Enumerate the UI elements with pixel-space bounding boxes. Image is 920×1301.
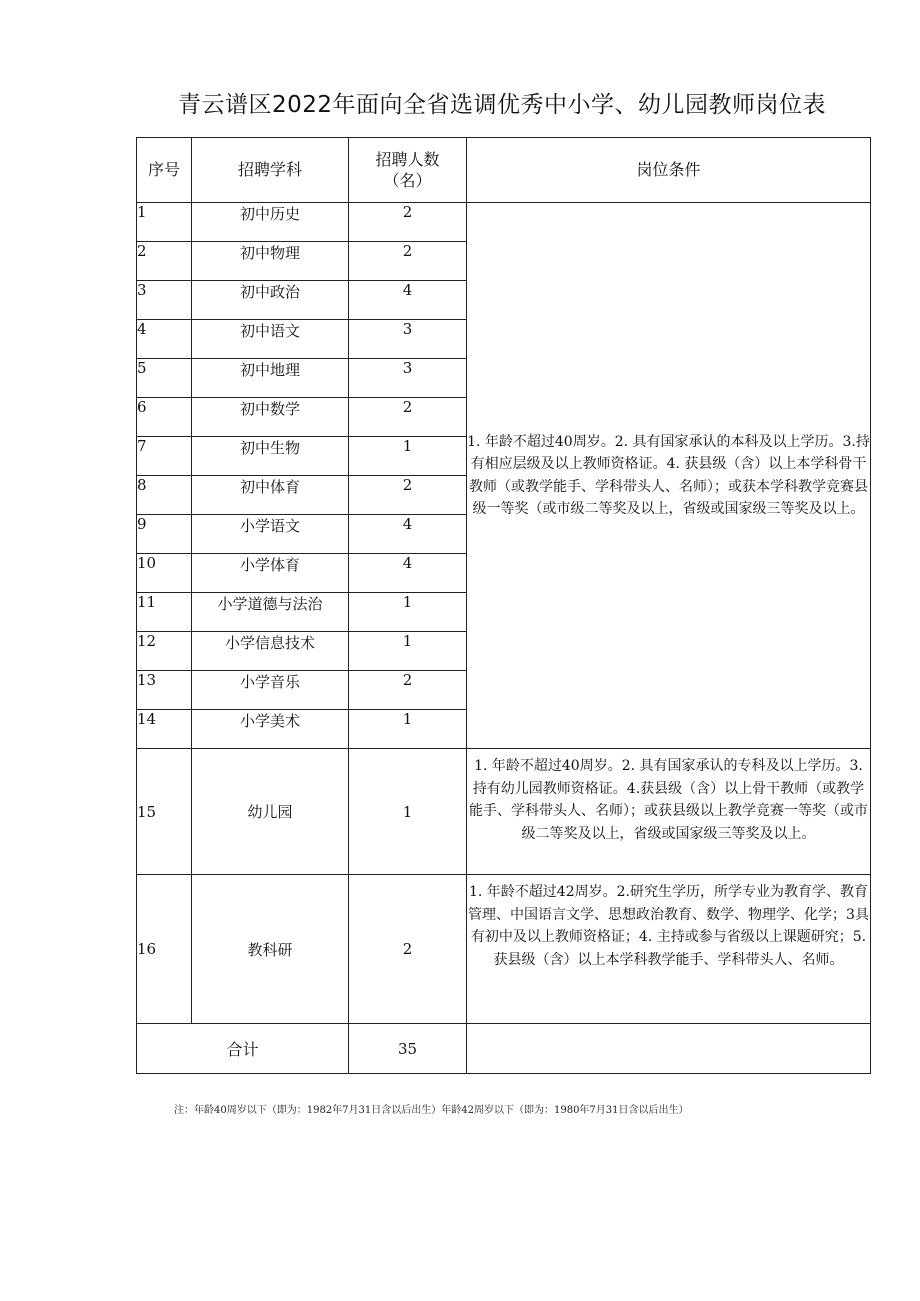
row-subject: 初中语文 (192, 320, 349, 359)
row-count: 1 (349, 437, 467, 476)
total-empty-cell (467, 1024, 871, 1074)
row-subject: 教科研 (192, 875, 349, 1024)
row-subject: 小学信息技术 (192, 632, 349, 671)
row-seq: 11 (137, 593, 192, 632)
header-count (349, 138, 467, 203)
row-subject: 初中地理 (192, 359, 349, 398)
header-seq: 序号 (137, 138, 192, 203)
row-count: 2 (349, 476, 467, 515)
conditions-group1: 1. 年龄不超过40周岁。2. 具有国家承认的本科及以上学历。3.持有相应层级及以上教师资格证。4. 获县级（含）以上本学科骨干教师（或教学能手、学科带头人、名师）；或获本学科教学竞赛县级一等奖（或市级二等奖及以上，省级或国家级三等奖及以上。 (467, 203, 871, 749)
row-subject: 初中生物 (192, 437, 349, 476)
row-seq: 2 (137, 242, 192, 281)
row-count: 2 (349, 875, 467, 1024)
row-seq: 14 (137, 710, 192, 749)
footnote: 注：年龄40周岁以下（即为：1982年7月31日含以后出生）年龄42周岁以下（即为：1980年7月31日含以后出生） (174, 1105, 689, 1116)
row-seq: 13 (137, 671, 192, 710)
row-count: 2 (349, 203, 467, 242)
row-subject: 初中数学 (192, 398, 349, 437)
row-count: 3 (349, 359, 467, 398)
header-count-line2: （名） (383, 171, 432, 190)
row-subject: 初中历史 (192, 203, 349, 242)
row-count: 4 (349, 515, 467, 554)
total-value: 35 (349, 1024, 467, 1074)
row-count: 1 (349, 710, 467, 749)
row-subject: 初中政治 (192, 281, 349, 320)
row-seq: 8 (137, 476, 192, 515)
table-row (137, 749, 871, 875)
row-count: 2 (349, 671, 467, 710)
row-count: 4 (349, 554, 467, 593)
row-seq: 5 (137, 359, 192, 398)
header-conditions: 岗位条件 (467, 138, 871, 203)
row-seq: 15 (137, 749, 192, 875)
row-seq: 4 (137, 320, 192, 359)
positions-table (136, 137, 871, 1074)
header-subject: 招聘学科 (192, 138, 349, 203)
row-subject: 小学语文 (192, 515, 349, 554)
row-count: 1 (349, 632, 467, 671)
row-count: 2 (349, 398, 467, 437)
row-seq: 7 (137, 437, 192, 476)
header-count-line1: 招聘人数 (375, 150, 440, 169)
page-title: 青云谱区2022年面向全省选调优秀中小学、幼儿园教师岗位表 (177, 92, 827, 118)
row-count: 3 (349, 320, 467, 359)
table-row (137, 203, 871, 242)
row-subject: 小学体育 (192, 554, 349, 593)
table-row (137, 875, 871, 1024)
row-count: 2 (349, 242, 467, 281)
row-seq: 1 (137, 203, 192, 242)
row-seq: 16 (137, 875, 192, 1024)
row-seq: 12 (137, 632, 192, 671)
row-subject: 小学美术 (192, 710, 349, 749)
row-subject: 小学音乐 (192, 671, 349, 710)
row-seq: 3 (137, 281, 192, 320)
conditions-group3: 1. 年龄不超过42周岁。2.研究生学历，所学专业为教育学、教育管理、中国语言文学、思想政治教育、数学、物理学、化学；3具有初中及以上教师资格证；4. 主持或参与省级以上课题研究；5. 获县级（含）以上本学科教学能手、学科带头人、名师。 (467, 875, 871, 1024)
row-seq: 9 (137, 515, 192, 554)
row-subject: 小学道德与法治 (192, 593, 349, 632)
total-row (137, 1024, 871, 1074)
table-header-row (137, 138, 871, 203)
row-subject: 幼儿园 (192, 749, 349, 875)
row-seq: 6 (137, 398, 192, 437)
row-count: 1 (349, 749, 467, 875)
row-subject: 初中体育 (192, 476, 349, 515)
row-subject: 初中物理 (192, 242, 349, 281)
row-count: 1 (349, 593, 467, 632)
total-label: 合计 (137, 1024, 349, 1074)
conditions-group2: 1. 年龄不超过40周岁。2. 具有国家承认的专科及以上学历。3. 持有幼儿园教师资格证。4.获县级（含）以上骨干教师（或教学能手、学科带头人、名师）；或获县级以上教学竞赛一等奖（或市级二等奖及以上，省级或国家级三等奖及以上。 (467, 749, 871, 875)
row-seq: 10 (137, 554, 192, 593)
row-count: 4 (349, 281, 467, 320)
